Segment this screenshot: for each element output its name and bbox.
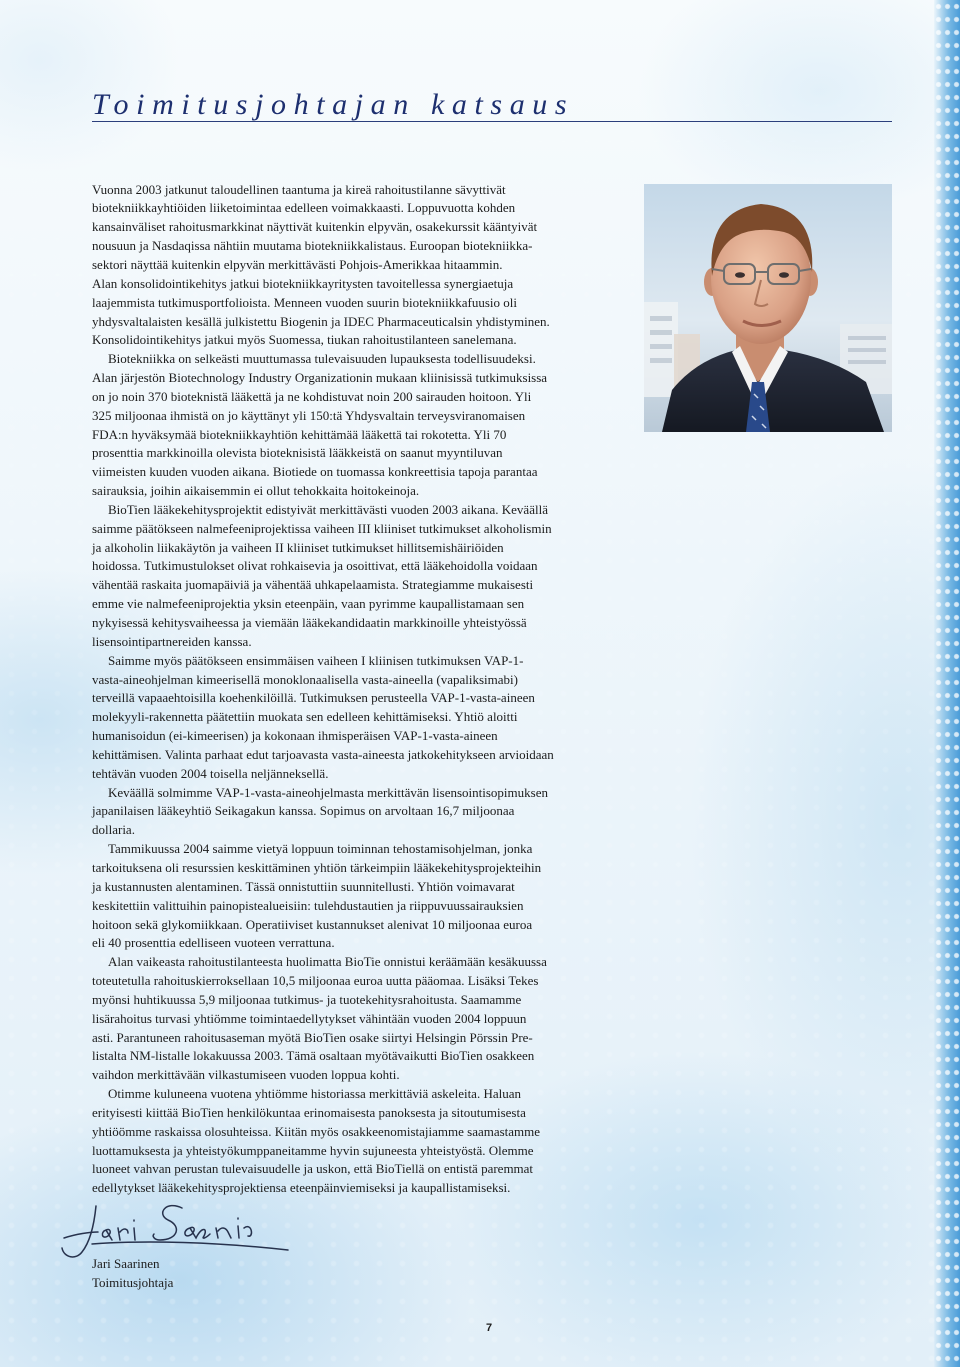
title-underline (92, 121, 892, 122)
body-line: ja kustannusten alentaminen. Tässä onnistuttiin suunnitellusti. Yhtiön voimavarat (92, 878, 515, 894)
body-line: luottamuksesta ja yhteistyökumppaneitamme hyvin sujuneesta yhteistyöstä. Olemme (92, 1142, 534, 1158)
body-line: keskitettiin valittuihin painopistealueisiin: tulehdustautien ja riippuvuussairauksien (92, 897, 524, 913)
page-number: 7 (486, 1322, 493, 1334)
body-line: vasta-aineohjelman kimeerisellä monoklonaalisella vasta-aineella (vapaliksimabi) (92, 671, 518, 687)
body-line: biotekniikkayhtiöiden liiketoimintaa edelleen voimakkaasti. Loppuvuotta kohden (92, 200, 516, 216)
body-text (92, 181, 637, 1199)
signer-block (92, 1255, 173, 1293)
body-line: erityisesti kiittää BioTien henkilökuntaa erinomaisesta panoksesta ja sitoutumisesta (92, 1104, 526, 1120)
portrait-image (644, 184, 892, 432)
body-line: sairauksia, joihin aikaisemmin ei ollut tehokkaita hoitokeinoja. (92, 483, 420, 499)
body-line: molekyyli-rakennetta päätettiin muokata sen edelleen kehittämiseksi. Yhtiö aloitti (92, 709, 518, 725)
body-line: laajemmista tutkimusportfolioista. Menneen vuoden suurin biotekniikkafuusio oli (92, 294, 517, 310)
body-line: Alan vaikeasta rahoitustilanteesta huolimatta BioTie onnistui keräämään kesäkuussa (108, 954, 547, 970)
body-line: nousuun ja Nasdaqissa nähtiin muutama biotekniikkalistaus. Euroopan biotekniikka- (92, 238, 533, 254)
body-line: kehittämisen. Valinta parhaat edut tarjoavasta vasta-aineesta jatkokehitykseen arvioidaan (92, 746, 554, 762)
body-line: japanilaisen lääkeyhtiö Seikagakun kanssa. Sopimus on arvoltaan 16,7 miljoonaa (92, 803, 515, 819)
body-line: dollaria. (92, 822, 135, 838)
body-line: Alan järjestön Biotechnology Industry Organizationin mukaan kliinisissä tutkimuksissa (92, 370, 548, 386)
body-line: tehtävän vuoden 2004 toisella neljänneksellä. (92, 765, 329, 781)
body-line: ja alkoholin liikakäytön ja vaiheen II kliiniset tutkimukset hillitsemishäiriöiden (92, 539, 504, 555)
right-edge-stripe (934, 0, 960, 1367)
body-line: Otimme kuluneena vuotena yhtiömme historiassa merkittäviä askeleita. Haluan (108, 1086, 521, 1102)
signer-title: Toimitusjohtaja (92, 1274, 174, 1290)
body-line: lisensointipartnereiden kanssa. (92, 633, 252, 649)
page-title: Toimitusjohtajan katsaus (92, 88, 575, 121)
body-line: FDA:n hyväksymää biotekniikkayhtiön kehittämää lääkettä tai rokotetta. Yli 70 (92, 426, 507, 442)
body-line: lisärahoitus turvasi yhtiömme toimintaedellytykset vähintään vuoden 2004 loppuun (92, 1010, 527, 1026)
body-line: saimme päätökseen nalmefeeniprojektissa vaiheen III kliiniset tutkimukset alkoholismin (92, 520, 552, 536)
body-line: sektori näyttää kuitenkin elpyvän merkittävästi Pohjois-Amerikkaa hitaammin. (92, 256, 503, 272)
body-line: emme vie nalmefeeniprojektia yksin eteenpäin, vaan pyrimme kaupallistamaan sen (92, 596, 525, 612)
body-line: asti. Parantuneen rahoitusaseman myötä BioTien osake siirtyi Helsingin Pörssin Pre- (92, 1029, 533, 1045)
body-line: Vuonna 2003 jatkunut taloudellinen taantuma ja kireä rahoitustilanne sävyttivät (92, 181, 506, 197)
body-line: toteutetulla rahoituskierroksellaan 10,5 miljoonaa euroa uutta pääomaa. Lisäksi Tekes (92, 973, 539, 989)
body-line: eli 40 prosenttia edelliseen vuoteen verrattuna. (92, 935, 335, 951)
signer-name: Jari Saarinen (92, 1256, 160, 1271)
body-line: Tammikuussa 2004 saimme vietyä loppuun toiminnan tehostamisohjelman, jonka (108, 841, 533, 857)
body-line: terveillä vapaaehtoisilla koehenkilöillä. Tutkimuksen perusteella VAP-1-vasta-aineen (92, 690, 535, 706)
body-line: edellytykset lääkekehitysprojektiensa eteenpäinviemiseksi ja kaupallistamiseksi. (92, 1180, 511, 1196)
body-line: viimeisten kuuden vuoden aikana. Biotiede on tuomassa konkreettisia tapoja parantaa (92, 464, 538, 480)
body-line: listalta NM-listalle lokakuussa 2003. Tämä osaltaan myötävaikutti BioTien osakkeen (92, 1048, 535, 1064)
body-line: 325 miljoonaa ihmistä on jo käyttänyt yli 150:tä Yhdysvaltain terveysviranomaisen (92, 407, 526, 423)
body-line: nykyisessä kehitysvaiheessa ja viemään lääkekandidaatin markkinoille yhteistyössä (92, 615, 527, 630)
body-line: luoneet vahvan perustan tulevaisuudelle ja uskon, että BioTiellä on entistä paremmat (92, 1161, 534, 1177)
portrait-photo (644, 184, 892, 432)
body-line: yhdysvaltalaisten kesällä julkistettu Biogenin ja IDEC Pharmaceuticalsin yhdistyminen. (92, 313, 550, 329)
body-line: Alan konsolidointikehitys jatkui biotekniikkayritysten tavoitellessa synergiaetuja (92, 275, 514, 291)
body-line: Keväällä solmimme VAP-1-vasta-aineohjelmasta merkittävän lisensointisopimuksen (108, 784, 548, 800)
body-line: Biotekniikka on selkeästi muuttumassa tulevaisuuden lupauksesta todellisuudeksi. (108, 351, 536, 367)
body-line: tarkoituksena oli resurssien keskittäminen yhtiön tärkeimpiin lääkekehitysprojekteihin (92, 859, 542, 875)
body-line: yhtiöömme raskaissa olosuhteissa. Kiitän myös osakkeenomistajiamme saamastamme (92, 1123, 541, 1139)
body-line: humanisoidun (ei-kimeerisen) ja kokonaan ihmisperäisen VAP-1-vasta-aineen (92, 728, 498, 744)
body-line: hoidossa. Tutkimustulokset olivat rohkaisevia ja osoittivat, että lääkehoidolla voidaan (92, 558, 538, 574)
body-line: hoitoon sekä glykomiikkaan. Operatiiviset kustannukset alenivat 10 miljoonaa euroa (92, 916, 533, 932)
body-line: vaihdon merkittävään vilkastumiseen vuoden loppua kohti. (92, 1067, 400, 1083)
body-line: kansainväliset rahoitusmarkkinat näyttivät kuitenkin elpyvän, osakekurssit kääntyivät (92, 219, 538, 235)
body-line: BioTien lääkekehitysprojektit edistyivät merkittävästi vuoden 2003 aikana. Keväällä (108, 501, 548, 517)
body-line: myönsi huhtikuussa 5,9 miljoonaa tutkimus- ja tuotekehitysrahoitusta. Saamamme (92, 991, 522, 1007)
body-line: prosenttia markkinoilla olevista bioteknisistä lääkkeistä on saanut myyntiluvan (92, 445, 503, 461)
body-line: Saimme myös päätökseen ensimmäisen vaiheen I kliinisen tutkimuksen VAP-1- (108, 652, 524, 668)
body-line: vähentää raskaita juomapäiviä ja vähentää uhkapelaamista. Strategiamme mukaisesti (92, 577, 534, 593)
body-line: on jo noin 370 bioteknistä lääkettä ja ne kohdistuvat noin 200 sairauden hoitoon. Yli (92, 388, 532, 404)
body-line: Konsolidointikehitys jatkui myös Suomessa, tiukan rahoitustilanteen sanelemana. (92, 332, 517, 348)
